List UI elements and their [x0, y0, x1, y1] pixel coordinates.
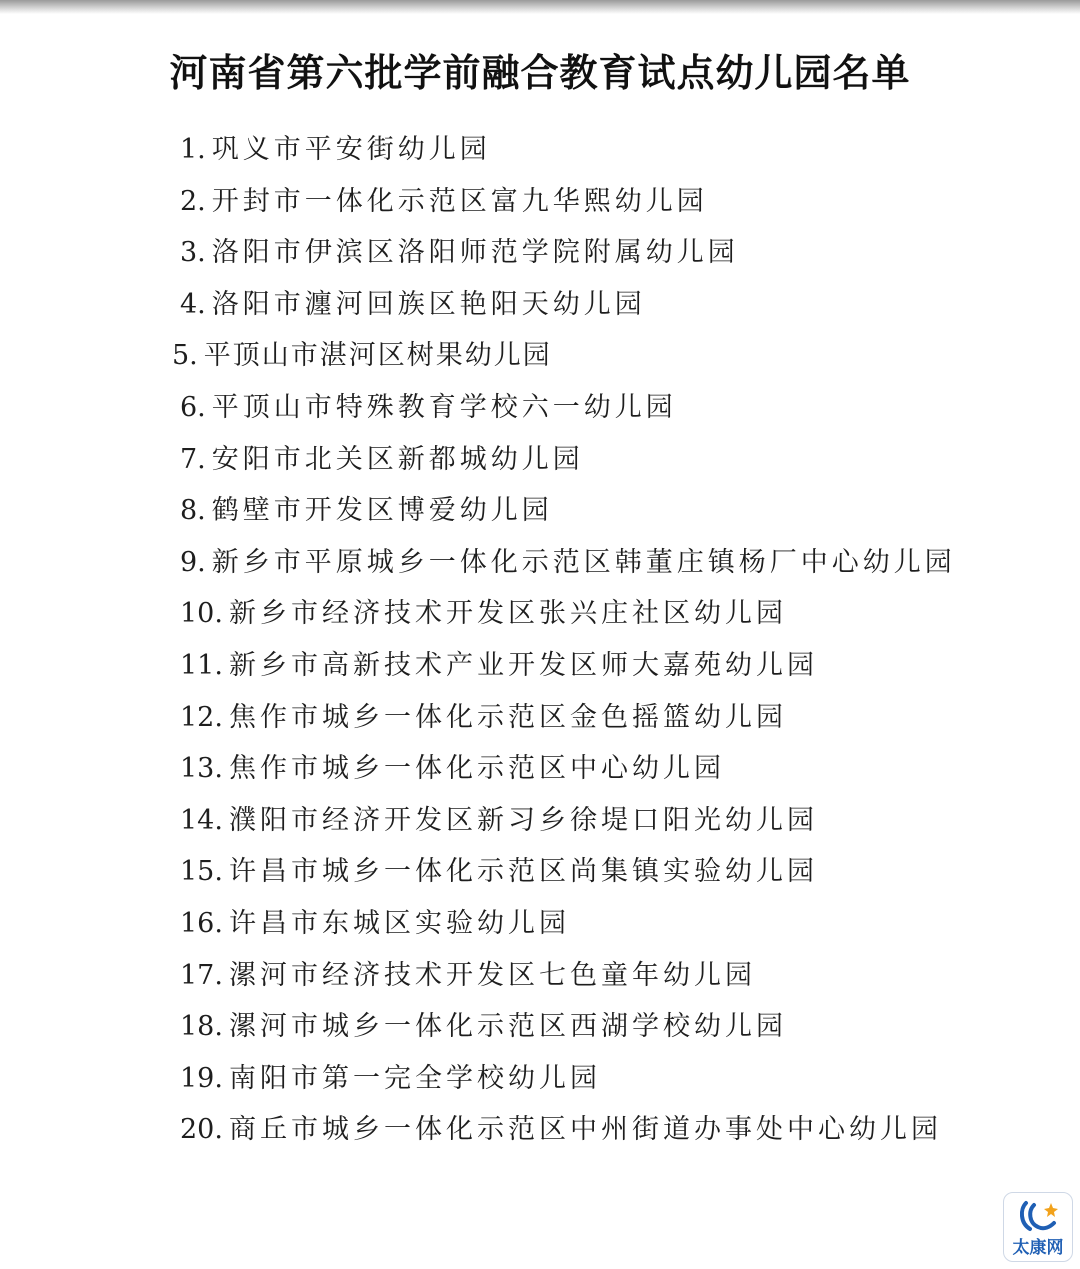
list-item — [180, 537, 956, 589]
site-watermark-logo — [1003, 1192, 1073, 1262]
list-item — [180, 846, 956, 898]
list-item-name: 平顶山市湛河区树果幼儿园 — [203, 340, 552, 372]
list-item — [180, 1001, 956, 1053]
list-item-number: 16. — [180, 907, 223, 939]
list-item-name: 平顶山市特殊教育学校六一幼儿园 — [211, 391, 677, 423]
list-item-number: 17. — [180, 959, 223, 991]
list-item-name: 商丘市城乡一体化示范区中州街道办事处中心幼儿园 — [228, 1114, 942, 1146]
document-title: 河南省第六批学前融合教育试点幼儿园名单 — [169, 51, 911, 96]
list-item-name: 洛阳市瀍河回族区艳阳天幼儿园 — [211, 288, 646, 320]
list-item-number: 1. — [180, 134, 206, 165]
list-item-name: 濮阳市经济开发区新习乡徐堤口阳光幼儿园 — [228, 804, 818, 836]
taikang-logo-icon — [1018, 1199, 1060, 1233]
list-item-number: 4. — [180, 288, 206, 320]
list-item-name: 焦作市城乡一体化示范区中心幼儿园 — [228, 753, 725, 785]
list-item — [180, 1053, 956, 1105]
list-item-name: 安阳市北关区新都城幼儿园 — [211, 443, 584, 475]
list-item-number: 14. — [180, 804, 223, 836]
list-item-number: 13. — [180, 753, 223, 785]
list-item-number: 10. — [180, 598, 223, 630]
list-item — [180, 227, 956, 279]
list-item-number: 7. — [180, 443, 206, 475]
list-item-name: 新乡市平原城乡一体化示范区韩董庄镇杨厂中心幼儿园 — [211, 546, 956, 578]
list-item-number: 2. — [180, 185, 206, 217]
list-item — [180, 692, 956, 744]
list-item-number: 11. — [180, 649, 223, 681]
list-item-name: 巩义市平安街幼儿园 — [211, 134, 491, 165]
list-item-number: 8. — [180, 495, 206, 527]
list-item-name: 洛阳市伊滨区洛阳师范学院附属幼儿园 — [211, 237, 739, 269]
list-item-name: 焦作市城乡一体化示范区金色摇篮幼儿园 — [228, 701, 787, 733]
list-item — [180, 1104, 956, 1156]
list-item — [180, 640, 956, 692]
list-item-name: 许昌市城乡一体化示范区尚集镇实验幼儿园 — [228, 856, 818, 888]
list-item-number: 5. — [172, 340, 198, 372]
list-item — [180, 743, 956, 795]
top-edge-bar — [0, 0, 1080, 14]
list-item — [180, 124, 956, 176]
watermark-text: 太康网 — [1012, 1238, 1064, 1258]
list-item — [180, 434, 956, 486]
list-item — [180, 382, 956, 434]
list-item-number: 18. — [180, 1011, 223, 1043]
list-item-name: 漯河市城乡一体化示范区西湖学校幼儿园 — [228, 1011, 787, 1043]
list-item — [180, 898, 956, 950]
list-item-name: 许昌市东城区实验幼儿园 — [228, 907, 570, 939]
list-item-name: 新乡市高新技术产业开发区师大嘉苑幼儿园 — [228, 649, 818, 681]
kindergarten-list — [172, 124, 956, 1156]
list-item — [180, 795, 956, 847]
list-item — [180, 176, 956, 228]
list-item — [180, 485, 956, 537]
list-item-number: 3. — [180, 237, 206, 269]
list-item-number: 20. — [180, 1114, 223, 1146]
list-item-number: 15. — [180, 856, 223, 888]
list-item-name: 新乡市经济技术开发区张兴庄社区幼儿园 — [228, 598, 787, 630]
list-item-number: 9. — [180, 546, 206, 578]
list-item-name: 开封市一体化示范区富九华熙幼儿园 — [211, 185, 708, 217]
list-item-name: 漯河市经济技术开发区七色童年幼儿园 — [228, 959, 756, 991]
list-item-name: 南阳市第一完全学校幼儿园 — [228, 1062, 601, 1094]
list-item-number: 6. — [180, 391, 206, 423]
list-item — [180, 950, 956, 1002]
list-item-name: 鹤壁市开发区博爱幼儿园 — [211, 495, 553, 527]
list-item — [180, 588, 956, 640]
list-item-number: 19. — [180, 1062, 223, 1094]
list-item — [172, 330, 956, 382]
list-item-number: 12. — [180, 701, 223, 733]
list-item — [180, 279, 956, 331]
